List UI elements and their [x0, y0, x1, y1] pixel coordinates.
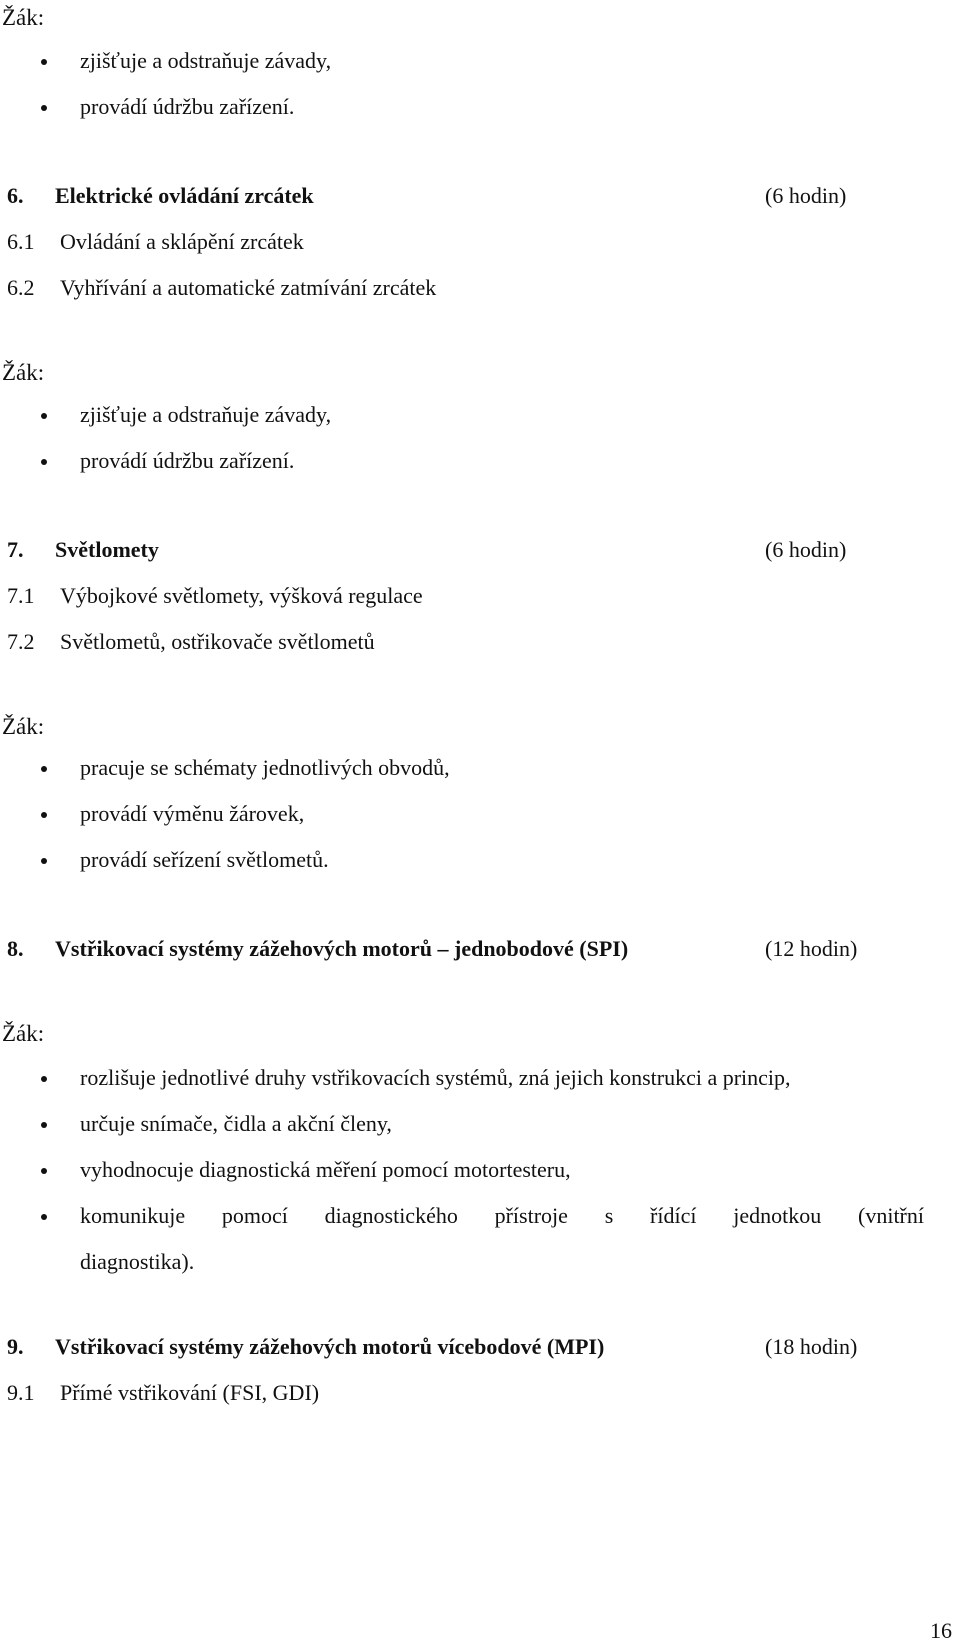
student-label: Žák: [2, 714, 45, 739]
student-label: Žák: [2, 1021, 45, 1046]
bullet-dot [41, 1214, 47, 1220]
list-item: pracuje se schématy jednotlivých obvodů, [80, 755, 450, 780]
list-item-continuation: diagnostika). [80, 1249, 195, 1274]
section-hours: (6 hodin) [765, 537, 847, 562]
subsection-title: Ovládání a sklápění zrcátek [60, 229, 304, 254]
section-title: Vstřikovací systémy zážehových motorů vícebodové (MPI) [55, 1334, 605, 1359]
subsection-title: Výbojkové světlomety, výšková regulace [60, 583, 423, 608]
bullet-dot [41, 59, 47, 65]
bullet-dot [41, 459, 47, 465]
section-hours: (18 hodin) [765, 1334, 858, 1359]
section-number: 7. [7, 537, 24, 562]
list-item: vyhodnocuje diagnostická měření pomocí motortesteru, [80, 1157, 571, 1182]
section-hours: (6 hodin) [765, 183, 847, 208]
bullet-dot [41, 413, 47, 419]
section-hours: (12 hodin) [765, 936, 858, 961]
bullet-dot [41, 1122, 47, 1128]
subsection-number: 6.2 [7, 275, 35, 300]
subsection-number: 6.1 [7, 229, 35, 254]
subsection-title: Přímé vstřikování (FSI, GDI) [60, 1380, 320, 1405]
bullet-dot [41, 766, 47, 772]
section-number: 6. [7, 183, 24, 208]
list-item: zjišťuje a odstraňuje závady, [80, 48, 332, 73]
list-item: provádí výměnu žárovek, [80, 801, 305, 826]
page-number: 16 [930, 1618, 952, 1643]
student-label: Žák: [2, 5, 45, 30]
section-title: Elektrické ovládání zrcátek [55, 183, 314, 208]
subsection-title: Vyhřívání a automatické zatmívání zrcátek [60, 275, 437, 300]
subsection-number: 7.1 [7, 583, 35, 608]
section-number: 8. [7, 936, 24, 961]
list-item: určuje snímače, čidla a akční členy, [80, 1111, 392, 1136]
bullet-dot [41, 105, 47, 111]
bullet-dot [41, 1076, 47, 1082]
bullet-dot [41, 812, 47, 818]
subsection-title: Světlometů, ostřikovače světlometů [60, 629, 375, 654]
list-item: provádí seřízení světlometů. [80, 847, 329, 872]
list-item: zjišťuje a odstraňuje závady, [80, 402, 332, 427]
subsection-number: 9.1 [7, 1380, 35, 1405]
section-title: Vstřikovací systémy zážehových motorů – jednobodové (SPI) [55, 936, 629, 961]
list-item: provádí údržbu zařízení. [80, 94, 295, 119]
list-item: komunikuje pomocí diagnostického přístroje s řídící jednotkou (vnitřní [80, 1203, 924, 1228]
student-label: Žák: [2, 360, 45, 385]
bullet-dot [41, 858, 47, 864]
subsection-number: 7.2 [7, 629, 35, 654]
list-item: rozlišuje jednotlivé druhy vstřikovacích systémů, zná jejich konstrukci a princip, [80, 1065, 791, 1090]
list-item: provádí údržbu zařízení. [80, 448, 295, 473]
section-number: 9. [7, 1334, 24, 1359]
section-title: Světlomety [55, 537, 159, 562]
bullet-dot [41, 1168, 47, 1174]
